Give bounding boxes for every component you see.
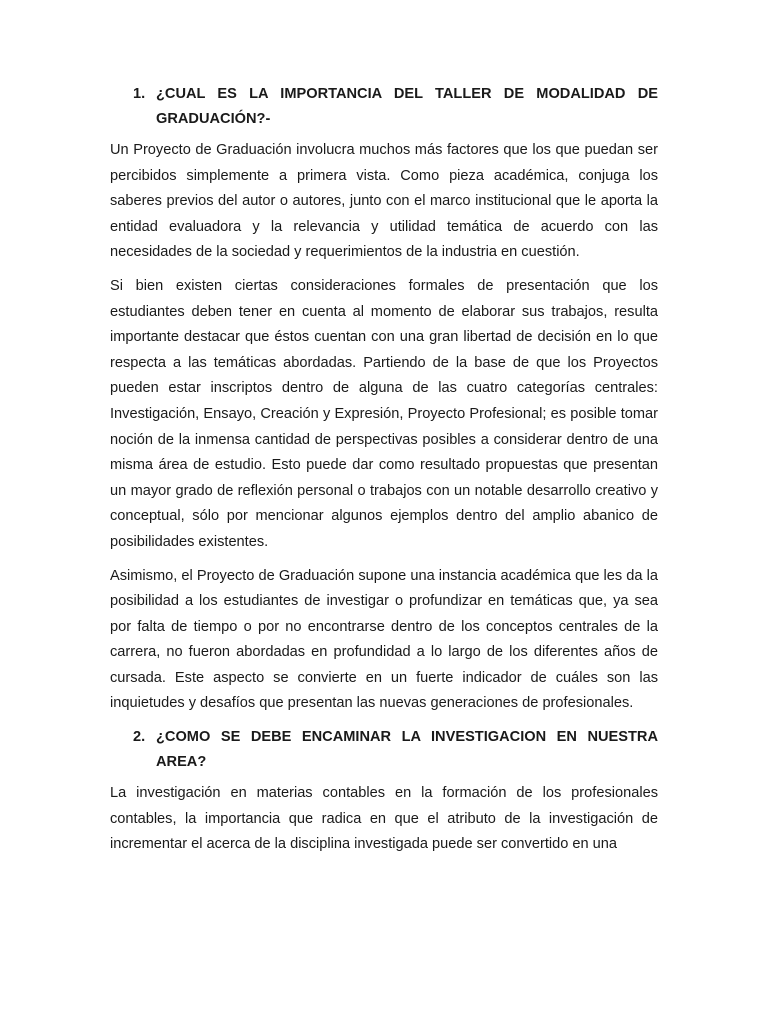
paragraph: Si bien existen ciertas consideraciones formales de presentación que los estudiantes deben tener en cuenta al momento de elaborar sus trabajos, resulta importante destacar que éstos cuentan con una gran libertad de decisión en lo que respecta a las temáticas abordadas. Partiendo de la base de que los Proyectos pueden estar inscriptos dentro de alguna de las cuatro categorías centrales: Investigación, Ensayo, Creación y Expresión, Proyecto Profesional; es posible tomar noción de la inmensa cantidad de perspectivas posibles a considerar dentro de una misma área de estudio. Esto puede dar como resultado propuestas que presentan un mayor grado de reflexión personal o trabajos con un notable desarrollo creativo y conceptual, sólo por mencionar algunos ejemplos dentro del amplio abanico de posibilidades existentes.	[110, 277, 658, 550]
paragraph: La investigación en materias contables en la formación de los profesionales contables, la importancia que radica en que el atributo de la investigación de incrementar el acerca de la disciplina investigada puede ser convertido en una	[110, 785, 658, 853]
paragraph: Asimismo, el Proyecto de Graduación supone una instancia académica que les da la posibilidad a los estudiantes de investigar o profundizar en temáticas que, ya sea por falta de tiempo o por no encontrarse dentro de los conceptos centrales de la carrera, no fueron abordadas en profundidad a lo largo de los diferentes años de cursada. Este aspecto se convierte en un fuerte indicador de cuáles son las inquietudes y desafíos que presentan las nuevas generaciones de profesionales.	[110, 567, 658, 712]
section-number: 1.	[133, 86, 146, 102]
section-number: 2.	[133, 729, 146, 746]
paragraph: Un Proyecto de Graduación involucra muchos más factores que los que puedan ser percibidos simplemente a primera vista. Como pieza académica, conjuga los saberes previos del autor o autores, junto con el marco institucional que le aporta la entidad evaluadora y la relevancia y utilidad temática de acuerdo con las necesidades de la sociedad y requerimientos de la industria en cuestión.	[110, 142, 658, 261]
document-body	[110, 82, 658, 866]
section-heading-1	[110, 82, 658, 132]
section-title: ¿CUAL ES LA IMPORTANCIA DEL TALLER DE MODALIDAD DE GRADUACIÓN?-	[156, 86, 658, 127]
section-title: ¿COMO SE DEBE ENCAMINAR LA INVESTIGACION EN NUESTRA AREA?	[156, 729, 658, 771]
section-heading-2	[110, 725, 658, 775]
